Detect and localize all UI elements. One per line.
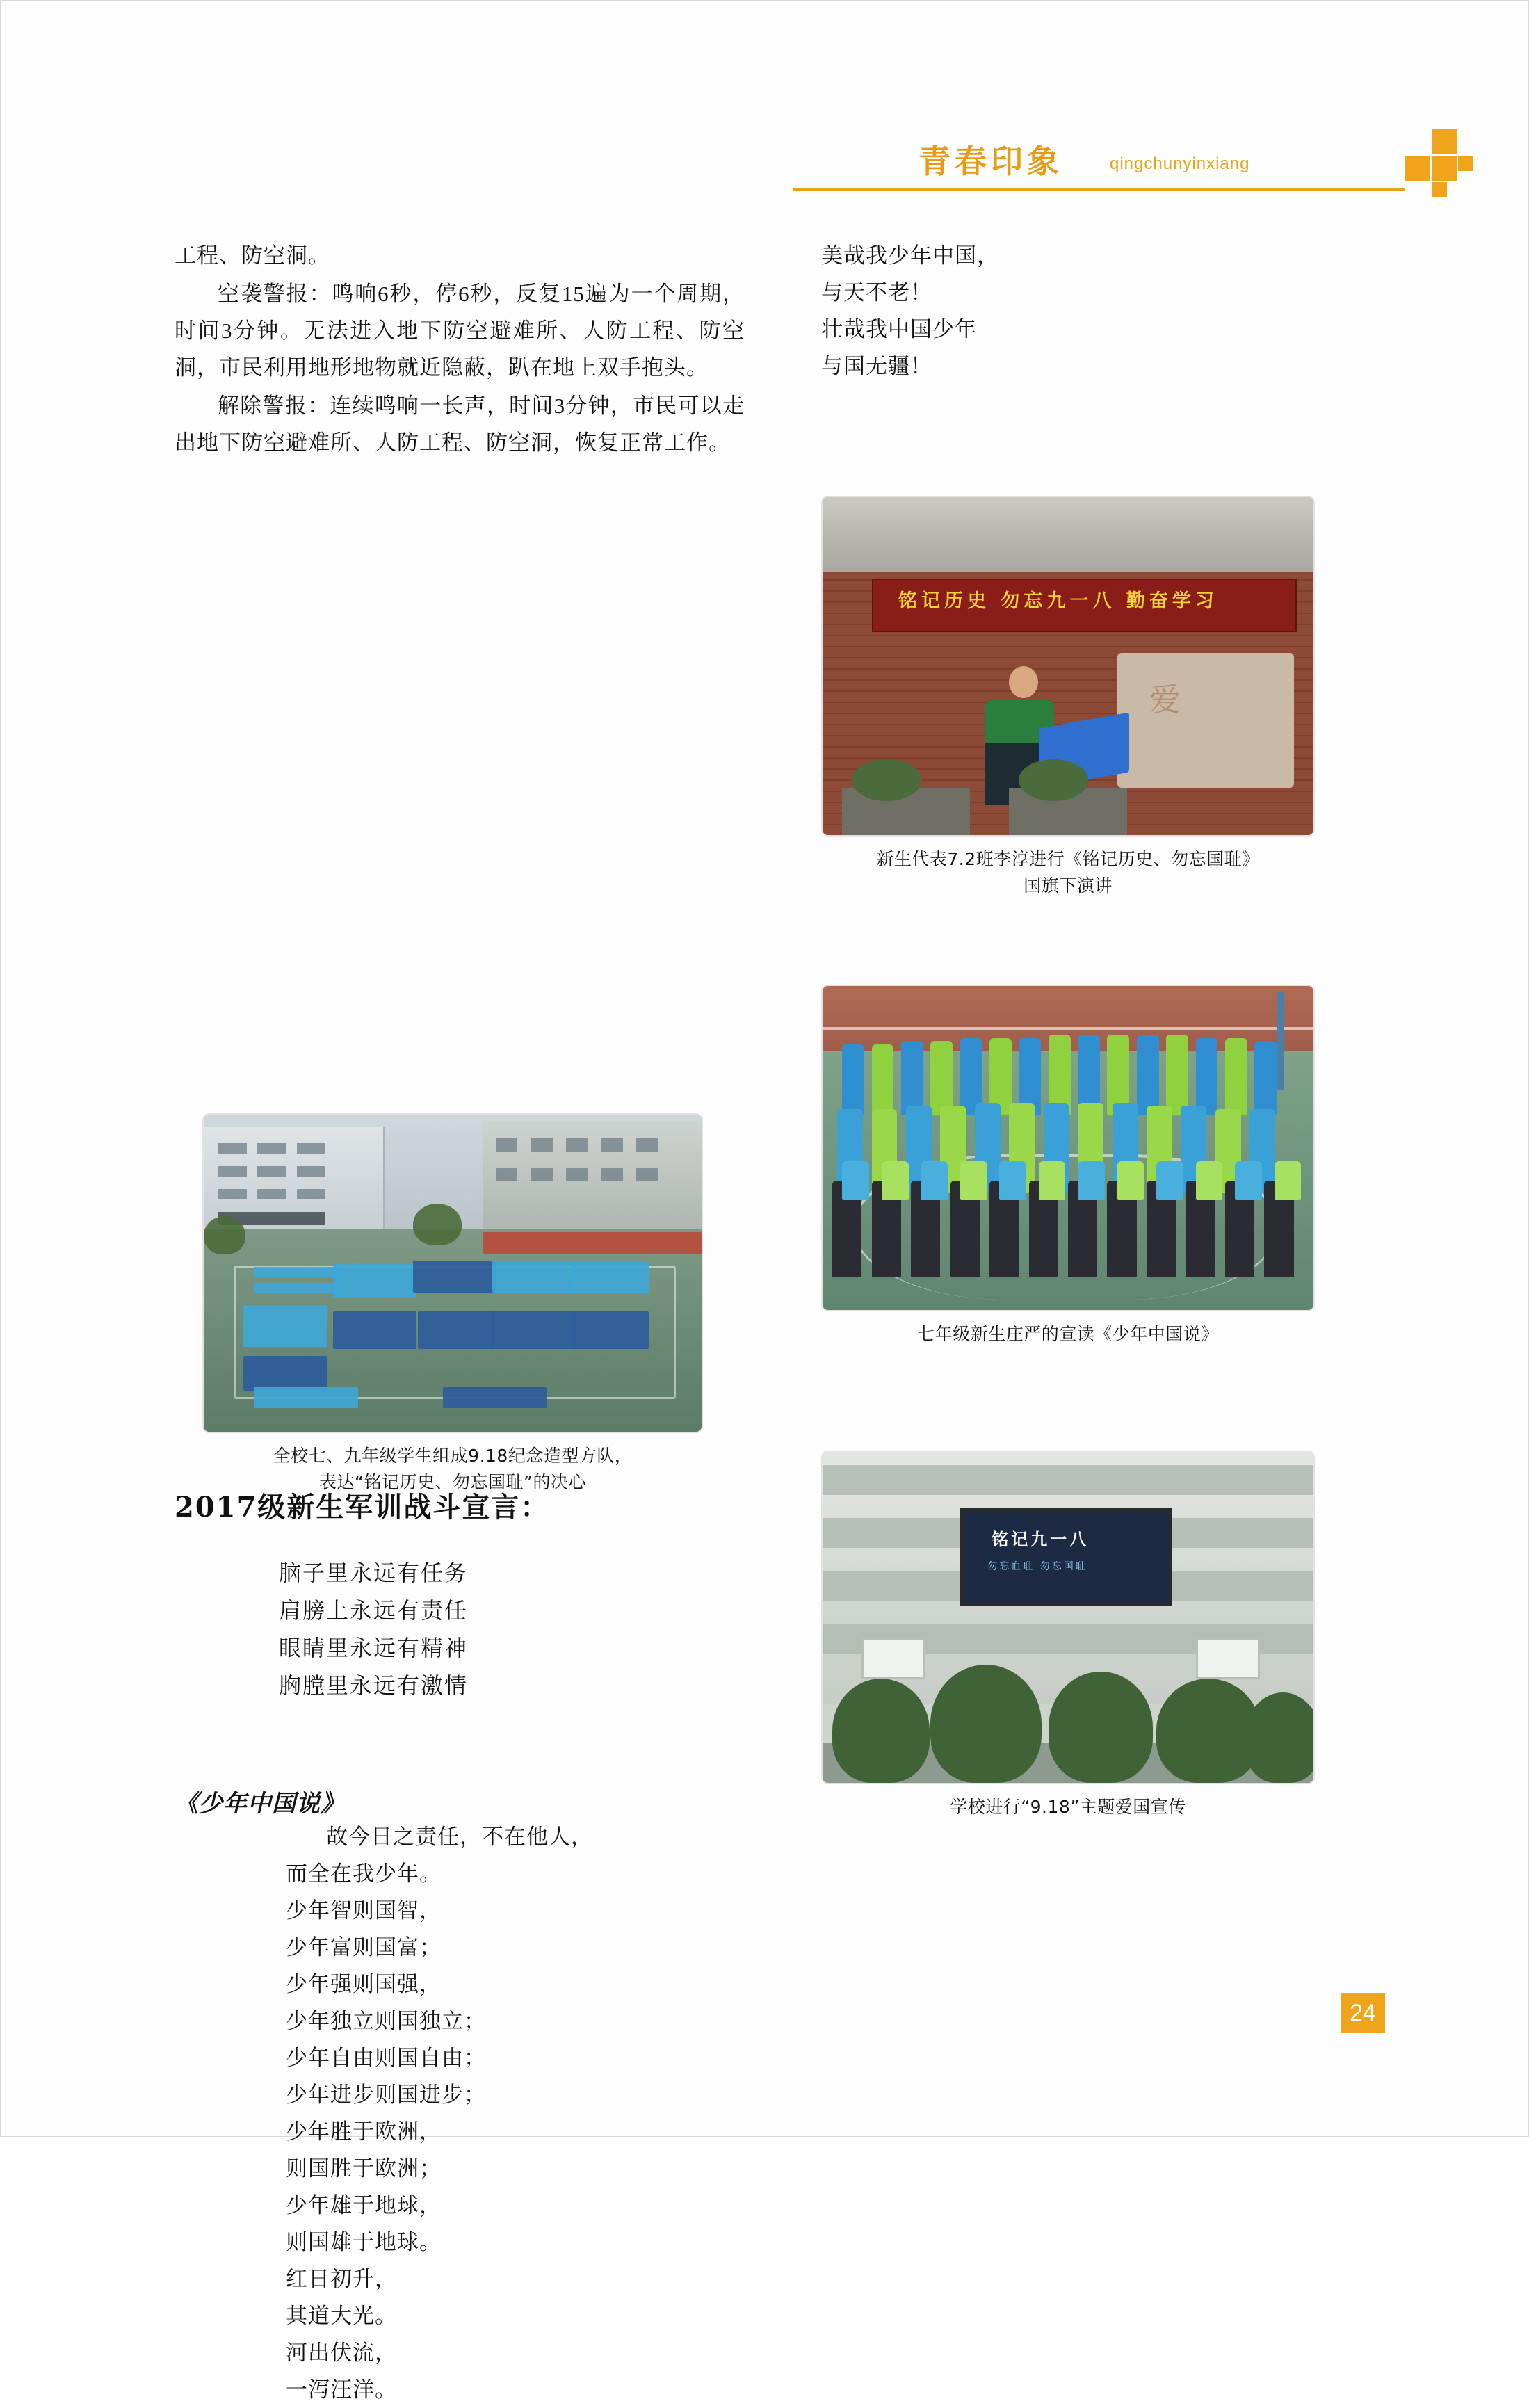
led-text-main: 铭记九一八 [992,1530,1090,1550]
caption-line: 七年级新生庄严的宣读《少年中国说》 [917,1324,1219,1344]
decor-square [1405,156,1430,181]
poem-line: 则国胜于欧洲； [286,2156,442,2181]
poem-line: 则国雄于地球。 [286,2230,442,2254]
poem-line: 少年智则国智， [286,1898,442,1923]
poem-line: 少年富则国富； [286,1935,442,1959]
caption-line: 学校进行“9.18”主题爱国宣传 [950,1797,1186,1817]
figure-caption [821,1794,1315,1820]
declaration-line: 眼睛里永远有精神 [279,1635,469,1660]
caption-line: 全校七、九年级学生组成9.18纪念造型方队， [273,1446,633,1466]
body-paragraph: 工程、防空洞。 [175,243,330,268]
figure-led-screen [821,1451,1315,1820]
body-paragraph: 解除警报：连续鸣响一长声，时间3分钟，市民可以走出地下防空避难所、人防工程、防空洞，恢复正常工作。 [175,394,745,455]
poem-line: 少年胜于欧洲， [286,2119,442,2144]
banner-text: 铭记历史 勿忘九一八 勤奋学习 [898,590,1218,613]
photo-schoolyard-formation [202,1113,703,1433]
verse-line: 美哉我少年中国， [821,243,999,268]
poem-line: 而全在我少年。 [286,1861,442,1886]
caption-line: 表达“铭记历史、勿忘国耻”的决心 [319,1472,586,1492]
right-column-verse [821,237,1398,385]
photo-pole [1277,992,1284,1090]
photo-speaker-head [1009,666,1038,698]
photo-floor-band [823,1465,1313,1495]
decor-square [1432,129,1457,154]
poem-line: 其道大光。 [286,2304,397,2328]
poem-line: 少年雄于地球， [286,2193,442,2217]
led-text-sub: 勿忘血耻 勿忘国耻 [987,1561,1087,1573]
photo-tree [832,1679,930,1783]
photo-red-track [483,1232,702,1254]
figure-caption [202,1443,703,1496]
page-number: 24 [1341,1993,1385,2033]
decor-square [1432,156,1457,181]
photo-eaves [823,497,1313,572]
declaration-line: 肩膀上永远有责任 [279,1598,469,1623]
verse-line: 与天不老！ [821,280,932,305]
verse-line: 壮哉我中国少年 [821,317,977,341]
header-decoration-squares [1398,129,1475,196]
photo-tree [1245,1692,1315,1783]
poem-line: 少年进步则国进步； [286,2083,486,2107]
page-header [793,129,1447,206]
photo-flag-speech [821,496,1315,837]
poem-line: 故今日之责任，不在他人， [326,1825,593,1849]
photo-backboard [1196,1638,1260,1679]
photo-building-right [483,1121,702,1229]
header-title: 青春印象 [919,143,1063,180]
declaration-section [175,1485,752,1704]
relief-text: 爱 [1149,680,1181,718]
left-column [175,237,745,462]
verse-line: 与国无疆！ [821,354,932,378]
poem-section [175,1784,752,2408]
photo-tree [930,1665,1042,1783]
poem-line: 一泻汪洋。 [286,2377,397,2402]
photo-backboard [861,1638,925,1679]
decor-square [1458,156,1473,171]
declaration-line: 胸膛里永远有激情 [279,1673,469,1698]
decor-square [1432,182,1447,197]
figure-schoolyard [202,1113,703,1496]
photo-students-reading [821,985,1315,1311]
poem-line: 少年自由则国自由； [286,2046,486,2070]
poem-line: 少年强则国强， [286,1972,442,1996]
figure-speech [821,496,1315,899]
header-rule [793,188,1405,191]
figure-caption [821,846,1315,899]
poem-line: 河出伏流， [286,2341,397,2365]
poem-line: 红日初升， [286,2267,397,2291]
caption-line: 国旗下演讲 [1024,875,1113,896]
photo-led-display [960,1508,1172,1606]
figure-student-rows [821,985,1315,1348]
photo-building-led [821,1451,1315,1784]
photo-wall-relief [1117,653,1294,788]
caption-line: 新生代表7.2班李淳进行《铭记历史、勿忘国耻》 [876,849,1260,869]
photo-banner [872,579,1297,632]
poem-line: 少年独立则国独立； [286,2009,486,2033]
body-paragraph: 空袭警报：鸣响6秒，停6秒，反复15遍为一个周期，时间3分钟。无法进入地下防空避难所、人防工程、防空洞，市民利用地形地物就近隐蔽，趴在地上双手抱头。 [175,282,745,380]
figure-caption [821,1321,1315,1348]
poem-title: 《少年中国说》 [175,1790,345,1818]
photo-tree [1049,1672,1153,1783]
declaration-line: 脑子里永远有任务 [279,1560,469,1585]
declaration-title: 2017级新生军训战斗宣言： [175,1491,550,1524]
header-pinyin: qingchunyinxiang [1110,154,1250,173]
